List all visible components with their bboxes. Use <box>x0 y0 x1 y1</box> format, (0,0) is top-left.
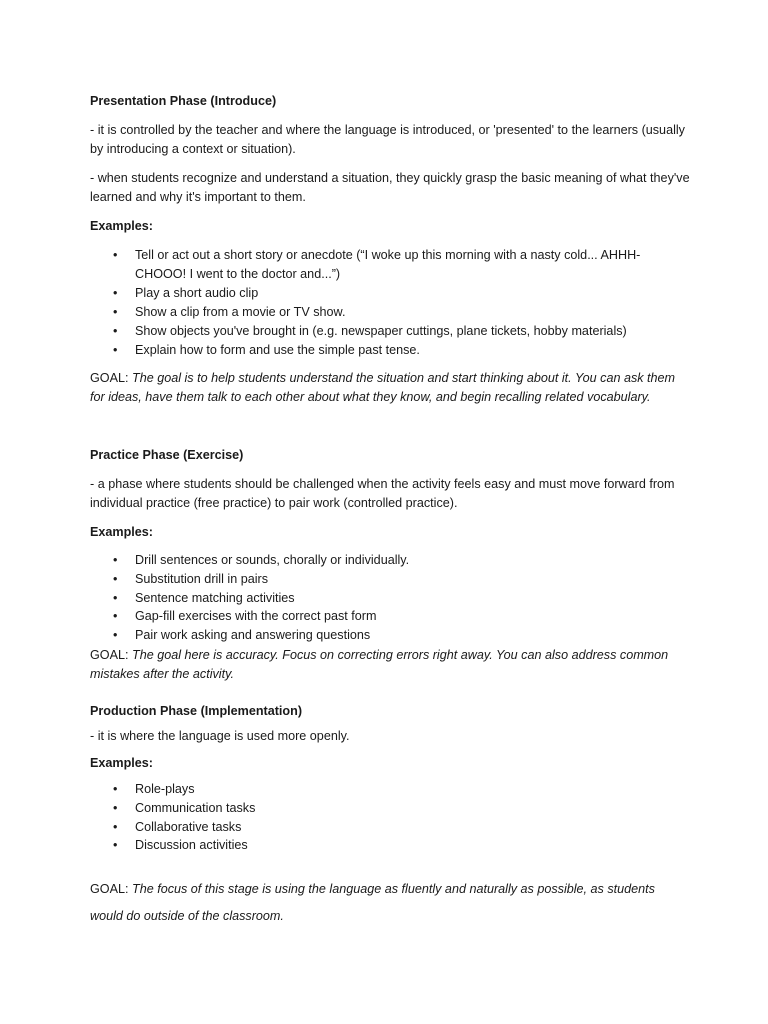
bullet-icon: • <box>113 248 118 262</box>
section-paragraph: - it is where the language is used more openly. <box>90 729 350 743</box>
examples-label: Examples: <box>90 525 153 539</box>
list-item: • Explain how to form and use the simple past tense. <box>90 341 670 360</box>
goal-text: The goal is to help students understand the situation and start thinking about it. You can ask them for ideas, have them talk to each other about what they know, and begin recalling related vocabulary. <box>90 371 676 404</box>
list-item: • Collaborative tasks <box>90 818 670 837</box>
bullet-icon: • <box>113 800 118 815</box>
list-item: • Pair work asking and answering questions <box>90 626 670 645</box>
examples-list-production <box>90 780 670 855</box>
goal-paragraph <box>90 876 690 930</box>
examples-label: Examples: <box>90 756 153 770</box>
list-item: • Sentence matching activities <box>90 589 670 608</box>
goal-text: The focus of this stage is using the language as fluently and naturally as possible, as students would do outside of the classroom. <box>90 882 655 923</box>
goal-label: GOAL: <box>90 371 129 385</box>
list-item: • Discussion activities <box>90 836 670 855</box>
bullet-icon: • <box>113 553 118 567</box>
examples-list-practice <box>90 551 670 645</box>
section-heading-practice: Practice Phase (Exercise) <box>90 448 244 462</box>
goal-paragraph <box>90 369 690 407</box>
examples-label: Examples: <box>90 219 153 233</box>
bullet-icon: • <box>113 324 118 338</box>
bullet-icon: • <box>113 609 118 624</box>
bullet-icon: • <box>113 782 118 796</box>
bullet-icon: • <box>113 819 118 834</box>
goal-text: The goal here is accuracy. Focus on correcting errors right away. You can also address common mistakes after the activity. <box>90 648 669 681</box>
list-item: • Gap-fill exercises with the correct past form <box>90 607 670 626</box>
bullet-icon: • <box>113 571 118 586</box>
bullet-icon: • <box>113 343 118 357</box>
section-heading-production: Production Phase (Implementation) <box>90 704 303 718</box>
list-item: • Communication tasks <box>90 799 670 818</box>
goal-label: GOAL: <box>90 882 129 896</box>
list-item: • Role-plays <box>90 780 670 799</box>
list-item: • Play a short audio clip <box>90 284 670 303</box>
examples-list-presentation <box>90 246 670 360</box>
bullet-icon: • <box>113 838 118 853</box>
section-paragraph: - it is controlled by the teacher and where the language is introduced, or 'presented' to the learners (usually by introducing a context or situation). <box>90 123 685 156</box>
bullet-icon: • <box>113 286 118 300</box>
list-item: • Drill sentences or sounds, chorally or individually. <box>90 551 670 570</box>
list-item: • Tell or act out a short story or anecdote (“I woke up this morning with a nasty cold... AHHH-CHOOO! I went to the doctor and...”) <box>113 248 641 281</box>
list-item: • Show a clip from a movie or TV show. <box>90 303 670 322</box>
section-paragraph: - when students recognize and understand a situation, they quickly grasp the basic meaning of what they've learned and why it's important to them. <box>90 171 690 204</box>
section-paragraph: - a phase where students should be challenged when the activity feels easy and must move forward from individual practice (free practice) to pair work (controlled practice). <box>90 477 675 510</box>
bullet-icon: • <box>113 590 118 605</box>
list-item: • Show objects you've brought in (e.g. newspaper cuttings, plane tickets, hobby materials) <box>90 322 670 341</box>
goal-paragraph <box>90 646 690 684</box>
bullet-icon: • <box>113 305 118 319</box>
goal-label: GOAL: <box>90 648 129 662</box>
bullet-icon: • <box>113 628 118 643</box>
list-item: • Substitution drill in pairs <box>90 570 670 589</box>
section-heading-presentation: Presentation Phase (Introduce) <box>90 94 277 108</box>
